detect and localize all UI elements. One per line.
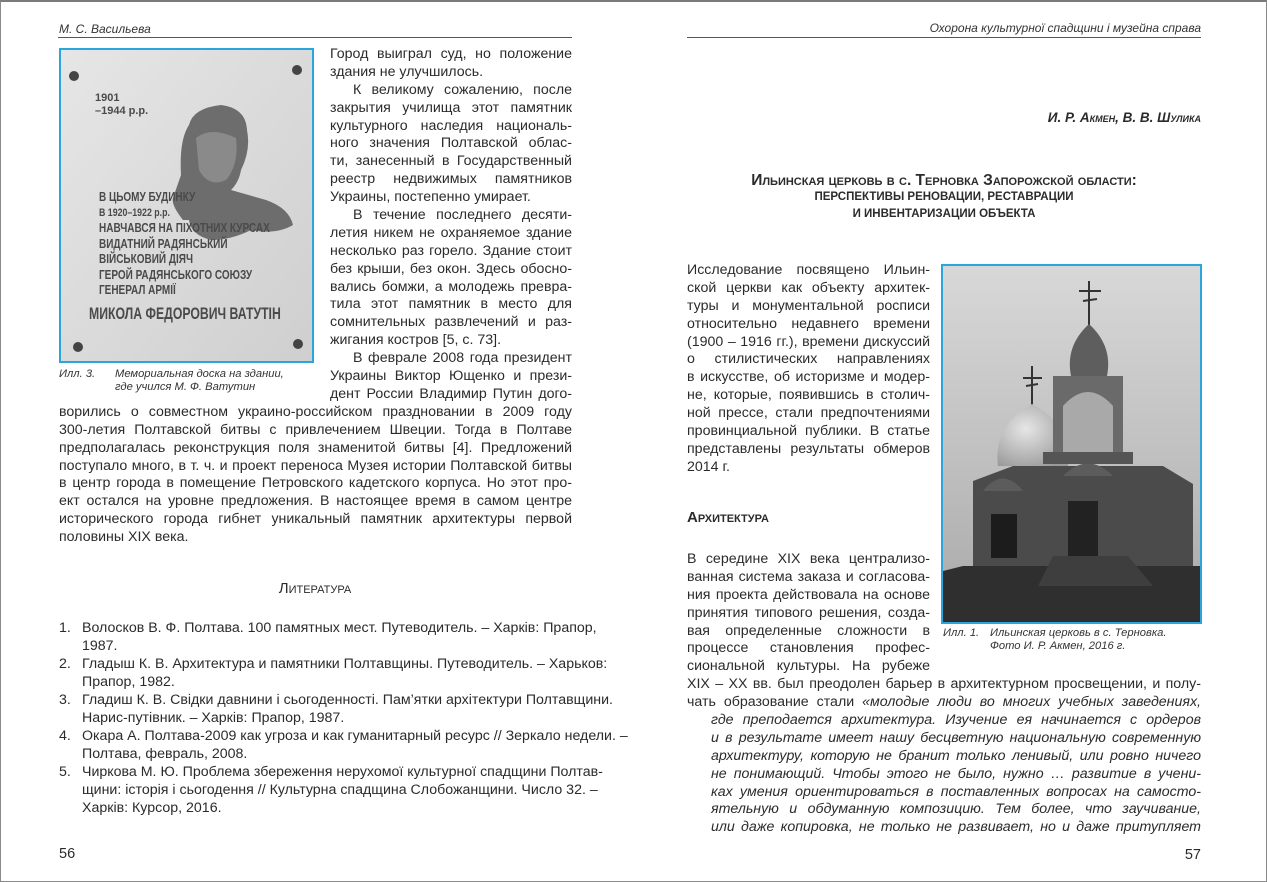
paragraph xyxy=(330,82,572,207)
reference-text xyxy=(82,764,603,818)
text-line: не, которые, появившись в столич- xyxy=(687,387,930,404)
paragraph xyxy=(330,46,572,82)
running-header-left: М. С. Васильева xyxy=(59,22,151,36)
page-number-right: 57 xyxy=(1184,847,1201,863)
plaque-line: НАВЧАВСЯ НА ПІХОТНИХ КУРСАХ xyxy=(99,221,270,235)
paragraph xyxy=(687,551,930,676)
text-line: ской церкви как объекту архитек- xyxy=(687,279,930,296)
running-header-right: Охорона культурної спадщини і музейна справа xyxy=(929,21,1201,35)
text-line: К великому сожалению, после xyxy=(353,81,572,98)
plaque-year-start: 1901 xyxy=(95,92,120,104)
text-line: о стилистических направлениях xyxy=(687,351,930,368)
reference-number: 4. xyxy=(59,728,71,744)
text-line: жигания костров [5, с. 73]. xyxy=(330,332,502,349)
text-line: в центр города в помещение Петровского кадетского корпуса. Но этот про- xyxy=(59,475,572,492)
text-line: представлены результаты обмеров xyxy=(687,440,930,457)
text-line: относительно недавнего времени xyxy=(687,315,930,332)
plaque-name: МИКОЛА ФЕДОРОВИЧ ВАТУТІН xyxy=(89,304,281,323)
caption-line: Фото И. Р. Акмен, 2016 г. xyxy=(990,639,1126,652)
text-line: 1987. xyxy=(82,637,118,654)
text-line: 2014 г. xyxy=(687,458,730,475)
text-line: сиональной культуры. На рубеже xyxy=(687,658,930,675)
header-rule xyxy=(58,37,572,38)
text-line: щини: історія і сьогодення // Культурна спадщина Слобожанщини. Число 32. – xyxy=(82,781,598,798)
text-line: половины XIX века. xyxy=(59,529,189,546)
reference-text xyxy=(82,692,613,728)
text-line: и в результате имеет нашу бесцветную национальную современную xyxy=(711,729,1201,746)
plaque-line: ГЕНЕРАЛ АРМІЇ xyxy=(99,283,176,297)
text-line: без крыши, без окон. Здесь обосно- xyxy=(330,260,572,277)
reference-number: 5. xyxy=(59,764,71,780)
paragraph xyxy=(330,350,572,404)
caption-line: где учился М. Ф. Ватутин xyxy=(115,380,256,393)
text-line: Чиркова М. Ю. Проблема збереження нерухомої культурної спадщини Полтав- xyxy=(82,764,603,780)
text-line: Нарис-путівник. – Харків: Прапор, 1987. xyxy=(82,709,345,726)
plaque-line: ГЕРОЙ РАДЯНСЬКОГО СОЮЗУ xyxy=(99,267,253,282)
text-line xyxy=(687,694,1201,712)
reference-text xyxy=(82,656,608,692)
plaque-years xyxy=(95,92,148,118)
text-line: ния проекта действовала на основе xyxy=(687,586,930,603)
text-line: Волосков В. Ф. Полтава. 100 памятных мест. Путеводитель. – Харків: Прапор, xyxy=(82,620,597,636)
title-line-sub: ПЕРСПЕКТИВЫ РЕНОВАЦИИ, РЕСТАВРАЦИИ xyxy=(814,191,1074,203)
article-title xyxy=(687,172,1201,223)
text-line: ванная система заказа и согласова- xyxy=(687,568,930,585)
text-line: туры и монументальной росписи xyxy=(687,297,930,314)
text-line: Исследование посвящено Ильин- xyxy=(687,262,930,278)
plaque-line: В ЦЬОМУ БУДИНКУ xyxy=(99,190,196,204)
text-line: Гладыш К. В. Архитектура и памятники Полтавщины. Путеводитель. – Харьков: xyxy=(82,656,608,672)
plaque-line: ВИДАТНИЙ РАДЯНСЬКИЙ xyxy=(99,236,228,251)
reference-text xyxy=(82,620,597,656)
text-line: Гладиш К. В. Свідки давнини і сьогоденності. Пам’ятки архітектури Полтавщини. xyxy=(82,692,613,708)
text-line: ти, занесенный в Государственный xyxy=(330,153,572,170)
text-line: Украины Виктор Ющенко и прези- xyxy=(330,368,572,385)
text-line: провинциальной публики. В статье xyxy=(687,423,930,440)
text-line: процессе становления профес- xyxy=(687,640,930,657)
text-line: в искусстве, об историзме и модер- xyxy=(687,369,930,386)
reference-text xyxy=(82,728,628,764)
figure-caption xyxy=(115,368,284,393)
text-line: вались бомжи, а молодежь превра- xyxy=(330,278,572,295)
title-line-main: Ильинская церковь в с. Терновка Запорожской области: xyxy=(751,172,1137,189)
text-line: В середине XIX века централизо- xyxy=(687,551,930,567)
figure-label: Илл. 1. xyxy=(943,627,980,639)
text-line: 300-летия Полтавской битвы с привлечением Швеции. Тогда в Полтаве xyxy=(59,421,572,438)
figure-caption xyxy=(990,627,1166,652)
text-line: тила этот памятник в место для xyxy=(330,296,572,313)
text-line: принятия типового решения, созда- xyxy=(687,604,930,621)
text-line: сомнительных развлечений и раз- xyxy=(330,314,572,331)
figure-church-photo xyxy=(941,264,1202,624)
text-line: здания не улучшилось. xyxy=(330,63,484,80)
text-line: исторического города гибнет уникальный памятник архитектуры первой xyxy=(59,511,572,528)
plaque-line: ВІЙСЬКОВИЙ ДІЯЧ xyxy=(99,252,193,266)
text-line: поступало много, в т. ч. и проект переноса Музея истории Полтавской битвы xyxy=(59,457,572,474)
text-line: закрытия училища этот памятник xyxy=(330,99,572,116)
text-line: дент России Владимир Путин дого- xyxy=(330,385,572,402)
article-abstract xyxy=(687,262,930,477)
text-line: предполагалась реконструкция поля знаменитой битвы [4]. Предложений xyxy=(59,439,572,456)
text-line: Город выиграл суд, но положение xyxy=(330,46,572,62)
text-line: не понимающий. Чтобы этого не было, нужно … развитие в учени- xyxy=(711,765,1201,782)
reference-number: 1. xyxy=(59,620,71,636)
literature-heading: Литература xyxy=(278,580,352,597)
text-line: Прапор, 1982. xyxy=(82,673,175,690)
page-number-left: 56 xyxy=(59,846,76,862)
church-image xyxy=(943,266,1200,622)
text-line: (1900 – 1916 гг.), времени дискуссий xyxy=(687,333,930,350)
plaque-inscription xyxy=(99,190,270,299)
text-line: несколько раз горело. Здание стоит xyxy=(330,242,572,259)
paragraph xyxy=(330,207,572,350)
section-heading: Архитектура xyxy=(687,509,769,526)
text-line: В феврале 2008 года президент xyxy=(353,350,572,367)
caption-line: Ильинская церковь в с. Терновка. xyxy=(990,627,1167,639)
text-line: ного значения Полтавской облас- xyxy=(330,135,572,152)
block-quote xyxy=(711,712,1201,837)
text-line: В течение последнего десяти- xyxy=(353,207,572,223)
text-line: или даже копировка, не только не развивает, но и даже притупляет xyxy=(711,819,1201,836)
text-line: Украины, постепенно умирает. xyxy=(330,189,531,206)
text-segment: чать образование стали xyxy=(687,694,863,711)
text-line: ной прессе, стали предпочтениями xyxy=(687,405,930,422)
text-line: вая определенные сложности в xyxy=(687,622,930,639)
text-line: ках умения ориентироваться в поставленных вопросах на самосто- xyxy=(711,783,1201,800)
text-line: где преподается архитектура. Изучение ея начинается с ордеров xyxy=(711,712,1201,728)
text-line: Харків: Курсор, 2016. xyxy=(82,799,222,816)
paragraph-continuation xyxy=(687,676,1201,712)
figure-memorial-plaque-photo xyxy=(59,48,314,363)
text-line: Полтава, февраль, 2008. xyxy=(82,745,248,762)
article-authors: И. Р. Акмен, В. В. Шулика xyxy=(1047,110,1201,125)
header-rule xyxy=(687,37,1201,38)
reference-number: 3. xyxy=(59,692,71,708)
text-line: ворились о совместном украино-российском праздновании в 2009 году xyxy=(59,403,572,420)
paragraph-continuation xyxy=(59,404,572,547)
text-line: XIX – XX вв. был преодолен барьер в архитектурном просвещении, и полу- xyxy=(687,676,1201,693)
caption-line: Мемориальная доска на здании, xyxy=(115,368,284,380)
text-line: летия никем не охраняемое здание xyxy=(330,224,572,241)
quote-segment: «молодые люди во многих учебных заведениях, xyxy=(862,694,1201,711)
text-line: культурного наследия националь- xyxy=(330,117,572,134)
text-line: архитектуру, которую не бранит только ленивый, или ровно ничего xyxy=(711,747,1201,764)
text-line: реестр недвижимых памятников xyxy=(330,171,572,188)
text-line: ятельную и обдуманную композицию. Тем более, что заучивание, xyxy=(711,801,1201,818)
figure-label: Илл. 3. xyxy=(59,368,96,380)
plaque-line: В 1920–1922 р.р. xyxy=(99,206,170,219)
plaque-year-end: –1944 р.р. xyxy=(95,105,149,117)
text-line: ект остался на уровне предложения. В настоящее время в самом центре xyxy=(59,493,572,510)
title-line-sub: И ИНВЕНТАРИЗАЦИИ ОБЪЕКТА xyxy=(852,208,1036,220)
text-line: Окара А. Полтава-2009 как угроза и как гуманитарный ресурс // Зеркало недели. – xyxy=(82,728,628,744)
reference-number: 2. xyxy=(59,656,71,672)
